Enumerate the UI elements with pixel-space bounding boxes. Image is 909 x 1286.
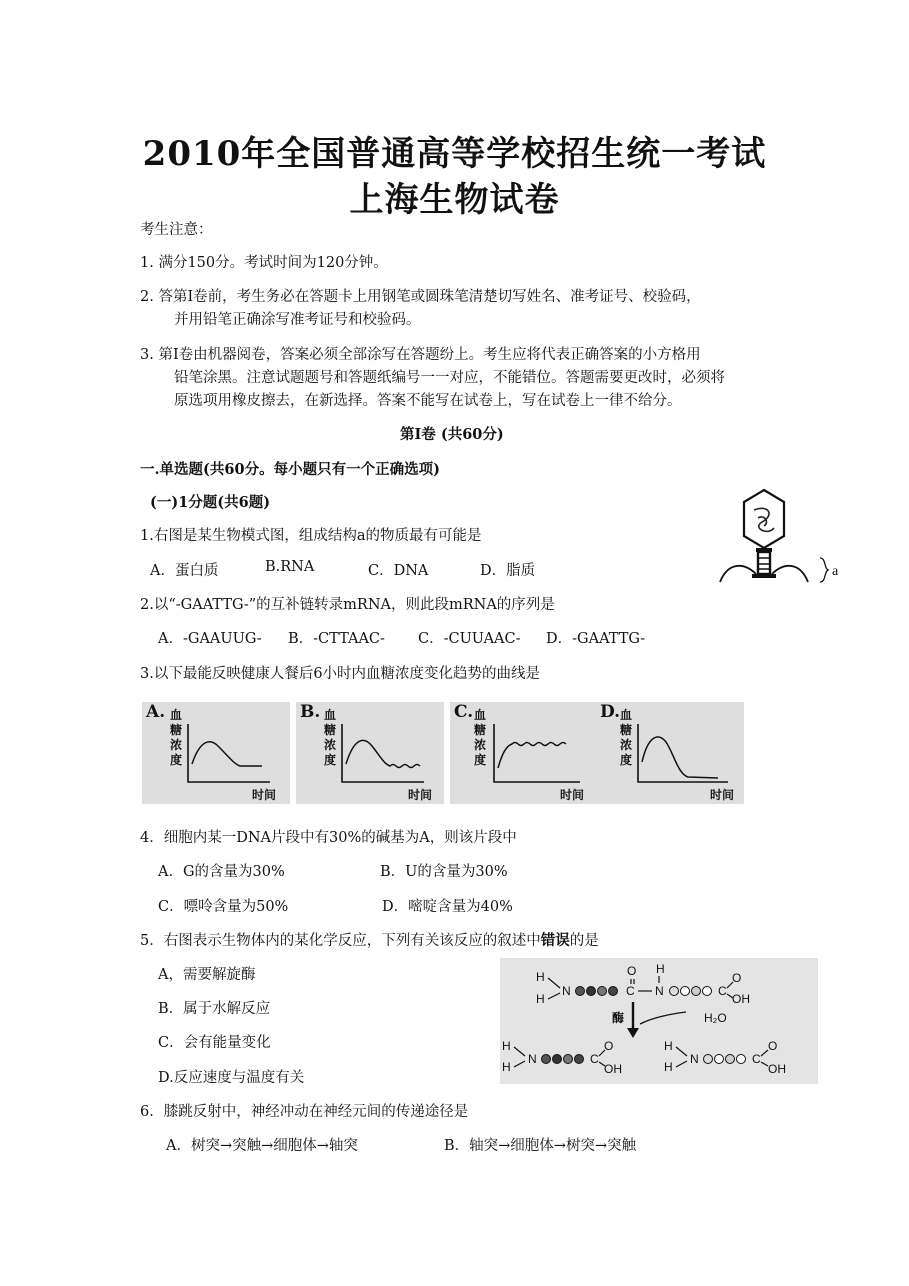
graph-a-ylabel-char: 糖: [170, 723, 183, 737]
graph-b-xlabel: 时间: [408, 788, 433, 802]
atom-h: H: [664, 1060, 673, 1074]
question-1-stem: 1.右图是某生物模式图，组成结构a的物质最有可能是: [140, 528, 482, 544]
graph-c-ylabel: [474, 708, 488, 768]
phage-head: [744, 490, 784, 548]
graph-a: [142, 702, 290, 804]
notice-item-3-line-3: 原选项用橡皮擦去，在新选择。答案不能写在试卷上，写在试卷上一律不给分。: [174, 393, 682, 409]
graph-c-ylabel-char: 度: [474, 753, 487, 767]
atom-o: O: [768, 1039, 778, 1053]
graph-d-ylabel-char: 浓: [620, 738, 633, 752]
question-6-option-b: B．轴突→细胞体→树突→突触: [444, 1138, 637, 1154]
atom-oh: OH: [732, 992, 750, 1006]
graph-a-ylabel-char: 浓: [170, 738, 183, 752]
atom-c: C: [626, 984, 635, 998]
question-4-option-c: C．嘌呤含量为50%: [158, 899, 289, 915]
question-5-stem-emphasis: 错误: [540, 932, 570, 949]
structure-a-label: a: [832, 564, 839, 579]
graph-d-curve: [642, 737, 718, 778]
graph-a-curve: [192, 742, 262, 766]
atom-o: O: [732, 971, 742, 985]
graph-c-ylabel-char: 血: [474, 708, 487, 722]
phage-baseplate: [752, 574, 776, 578]
atom-o: O: [627, 964, 637, 978]
question-5-option-b: B．属于水解反应: [158, 1001, 271, 1017]
atom-h: H: [664, 1039, 673, 1053]
graph-d-ylabel-char: 血: [620, 708, 633, 722]
atom-oh: OH: [768, 1062, 786, 1076]
enzyme-label: 酶: [612, 1011, 625, 1025]
atom-n: N: [528, 1052, 537, 1066]
graph-b-ylabel-char: 浓: [324, 738, 337, 752]
atom-h: H: [656, 962, 665, 976]
graph-c: [450, 702, 598, 804]
notice-item-1: 1. 满分150分。考试时间为120分钟。: [140, 255, 388, 271]
question-2-option-a: A．-GAAUUG-: [158, 631, 262, 647]
phage-tail-fiber-right: [772, 566, 808, 582]
phage-tail: [758, 552, 770, 574]
graph-a-ylabel-char: 血: [170, 708, 183, 722]
question-5-stem-end: 的是: [569, 933, 599, 949]
question-3-stem: 3.以下最能反映健康人餐后6小时内血糖浓度变化趋势的曲线是: [140, 666, 541, 682]
question-4-option-b: B．U的含量为30%: [380, 864, 508, 880]
structure-a-brace: [820, 558, 828, 582]
graph-c-curve: [498, 743, 566, 769]
notice-heading: 考生注意：: [140, 222, 213, 238]
question-4-option-d: D．嘧啶含量为40%: [382, 899, 513, 915]
section-title: 一.单选题(共60分。每小题只有一个正确选项): [140, 461, 440, 478]
question-2-option-b: B．-CTTAAC-: [288, 631, 385, 647]
question-1-option-c: C．DNA: [368, 563, 429, 579]
graph-a-label: A.: [146, 702, 166, 722]
atom-n: N: [655, 984, 664, 998]
question-5-stem: [140, 929, 599, 950]
question-5-option-a: A，需要解旋酶: [158, 967, 256, 983]
graph-c-label: C.: [454, 702, 474, 722]
graph-b-ylabel-char: 度: [324, 753, 337, 767]
notice-item-2-line-2: 并用铅笔正确涂写准考证号和校验码。: [174, 312, 421, 328]
graph-d: [596, 702, 744, 804]
question-4-stem: 4．细胞内某一DNA片段中有30%的碱基为A，则该片段中: [140, 830, 517, 846]
question-2-option-c: C．-CUUAAC-: [418, 631, 521, 647]
graph-d-label: D.: [600, 702, 621, 722]
phage-nucleic-acid: [754, 508, 774, 531]
graph-b-ylabel: [324, 708, 338, 768]
atom-c: C: [752, 1052, 761, 1066]
atom-h: H: [502, 1039, 511, 1053]
graph-d-ylabel-char: 度: [620, 753, 633, 767]
graph-d-ylabel: [620, 708, 634, 768]
graph-c-ylabel-char: 糖: [474, 723, 487, 737]
graph-b-ylabel-char: 糖: [324, 723, 337, 737]
question-6-option-a: A．树突→突触→细胞体→轴突: [166, 1138, 358, 1154]
graph-d-xlabel: 时间: [710, 788, 735, 802]
notice-item-3-line-1: 3. 第Ⅰ卷由机器阅卷，答案必须全部涂写在答题纷上。考生应将代表正确答案的小方格用: [140, 347, 701, 363]
dipeptide-hydrolysis-figure: [500, 958, 818, 1084]
graph-b: [296, 702, 444, 804]
part-title: 第Ⅰ卷 (共60分): [400, 426, 504, 443]
question-2-stem: 2.以“-GAATTG-”的互补链转录mRNA，则此段mRNA的序列是: [140, 597, 555, 613]
question-4-option-a: A．G的含量为30%: [158, 864, 285, 880]
subsection-title: (一)1分题(共6题): [150, 494, 271, 511]
graph-b-ylabel-char: 血: [324, 708, 337, 722]
graph-a-ylabel: [170, 708, 184, 768]
graph-c-ylabel-char: 浓: [474, 738, 487, 752]
graph-a-ylabel-char: 度: [170, 753, 183, 767]
question-5-stem-text: 5．右图表示生物体内的某化学反应，下列有关该反应的叙述中: [140, 933, 541, 949]
atom-c: C: [590, 1052, 599, 1066]
graph-c-xlabel: 时间: [560, 788, 585, 802]
notice-item-2-line-1: 2. 答第Ⅰ卷前，考生务必在答题卡上用钢笔或圆珠笔清楚切写姓名、准考证号、校验码，: [140, 289, 701, 305]
question-5-option-d: D.反应速度与温度有关: [158, 1070, 305, 1086]
question-2-option-d: D．-GAATTG-: [546, 631, 646, 647]
page-title-line-2: 上海生物试卷: [349, 180, 560, 220]
graph-d-ylabel-char: 糖: [620, 723, 633, 737]
atom-o: O: [604, 1039, 614, 1053]
atom-h: H: [502, 1060, 511, 1074]
atom-n: N: [690, 1052, 699, 1066]
atom-n: N: [562, 984, 571, 998]
page-title-line-1: 2010年全国普通高等学校招生统一考试: [142, 134, 767, 174]
atom-c: C: [718, 984, 727, 998]
question-1-option-a: A．蛋白质: [150, 563, 219, 579]
atom-oh: OH: [604, 1062, 622, 1076]
question-1-option-d: D．脂质: [480, 563, 536, 579]
graph-b-label: B.: [300, 702, 321, 722]
phage-tail-fiber-left: [720, 566, 756, 582]
graph-b-curve: [346, 740, 420, 767]
water-label: H₂O: [704, 1011, 727, 1025]
graph-a-xlabel: 时间: [252, 788, 277, 802]
question-5-option-c: C．会有能量变化: [158, 1035, 271, 1051]
notice-item-3-line-2: 铅笔涂黑。注意试题题号和答题纸编号一一对应，不能错位。答题需要更改时，必须将: [174, 370, 725, 386]
atom-h: H: [536, 970, 545, 984]
bacteriophage-figure: [712, 478, 882, 596]
question-6-stem: 6．膝跳反射中，神经冲动在神经元间的传递途径是: [140, 1104, 469, 1120]
atom-h: H: [536, 992, 545, 1006]
question-1-option-b: B.RNA: [265, 559, 315, 575]
